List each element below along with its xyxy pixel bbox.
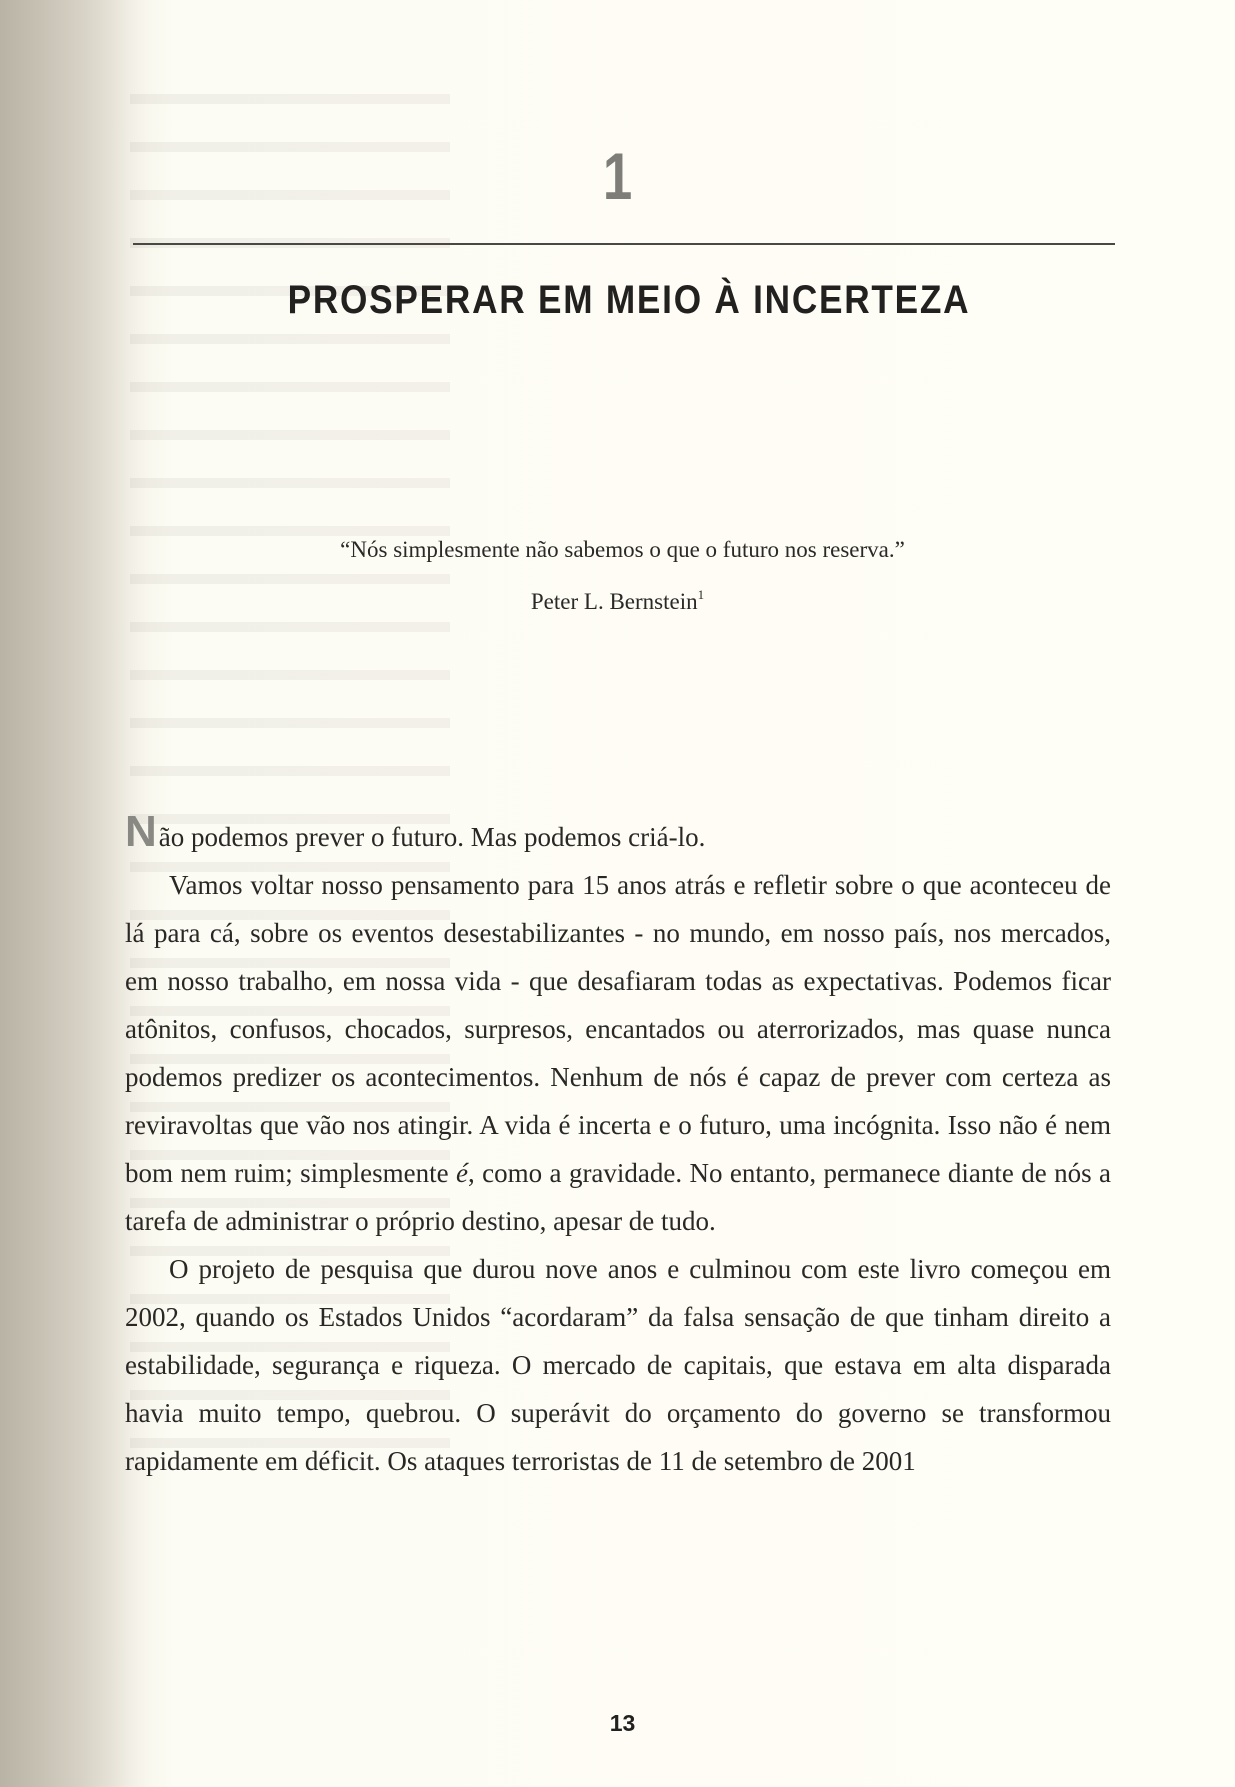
paragraph-2	[125, 861, 1111, 1245]
paragraph-2-text-b: , como a gravidade. No entanto, permanece diante de nós a tarefa de administrar o próprio destino, apesar de tudo.	[125, 1158, 1111, 1236]
page-number: 13	[609, 1710, 636, 1736]
epigraph-quote: “Nós simplesmente não sabemos o que o futuro nos reserva.”	[340, 537, 905, 562]
paragraph-1-text: ão podemos prever o futuro. Mas podemos criá-lo.	[158, 822, 706, 852]
drop-cap: N	[125, 807, 157, 856]
epigraph	[0, 534, 1235, 618]
paragraph-2-italic: é	[456, 1158, 469, 1188]
chapter-divider	[133, 243, 1115, 245]
paragraph-3: O projeto de pesquisa que durou nove anos e culminou com este livro começou em 2002, quando os Estados Unidos “acordaram” da falsa sensação de que tinham direito a estabilidade, segurança e riqueza. O mercado de capitais, que estava em alta disparada havia muito tempo, quebrou. O superávit do orçamento do governo se transformou rapidamente em déficit. Os ataques terroristas de 11 de setembro de 2001	[125, 1254, 1111, 1476]
paragraph-2-text-a: Vamos voltar nosso pensamento para 15 anos atrás e refletir sobre o que aconteceu de lá para cá, sobre os eventos desestabilizantes - no mundo, em nosso país, nos mercados, em nosso trabalho, em nossa vida - que desafiaram todas as expectativas. Podemos ficar atônitos, confusos, chocados, surpresos, encantados ou aterrorizados, mas quase nunca podemos predizer os acontecimentos. Nenhum de nós é capaz de prever com certeza as reviravoltas que vão nos atingir. A vida é incerta e o futuro, uma incógnita. Isso não é nem bom nem ruim; simplesmente	[125, 870, 1111, 1188]
chapter-number: 1	[602, 139, 633, 213]
epigraph-author	[0, 579, 1235, 618]
paragraph-1	[125, 807, 1111, 861]
body-text	[125, 807, 1111, 1485]
epigraph-author-name: Peter L. Bernstein	[530, 589, 698, 614]
footnote-reference: 1	[697, 587, 705, 602]
chapter-title: PROSPERAR EM MEIO À INCERTEZA	[287, 278, 971, 322]
